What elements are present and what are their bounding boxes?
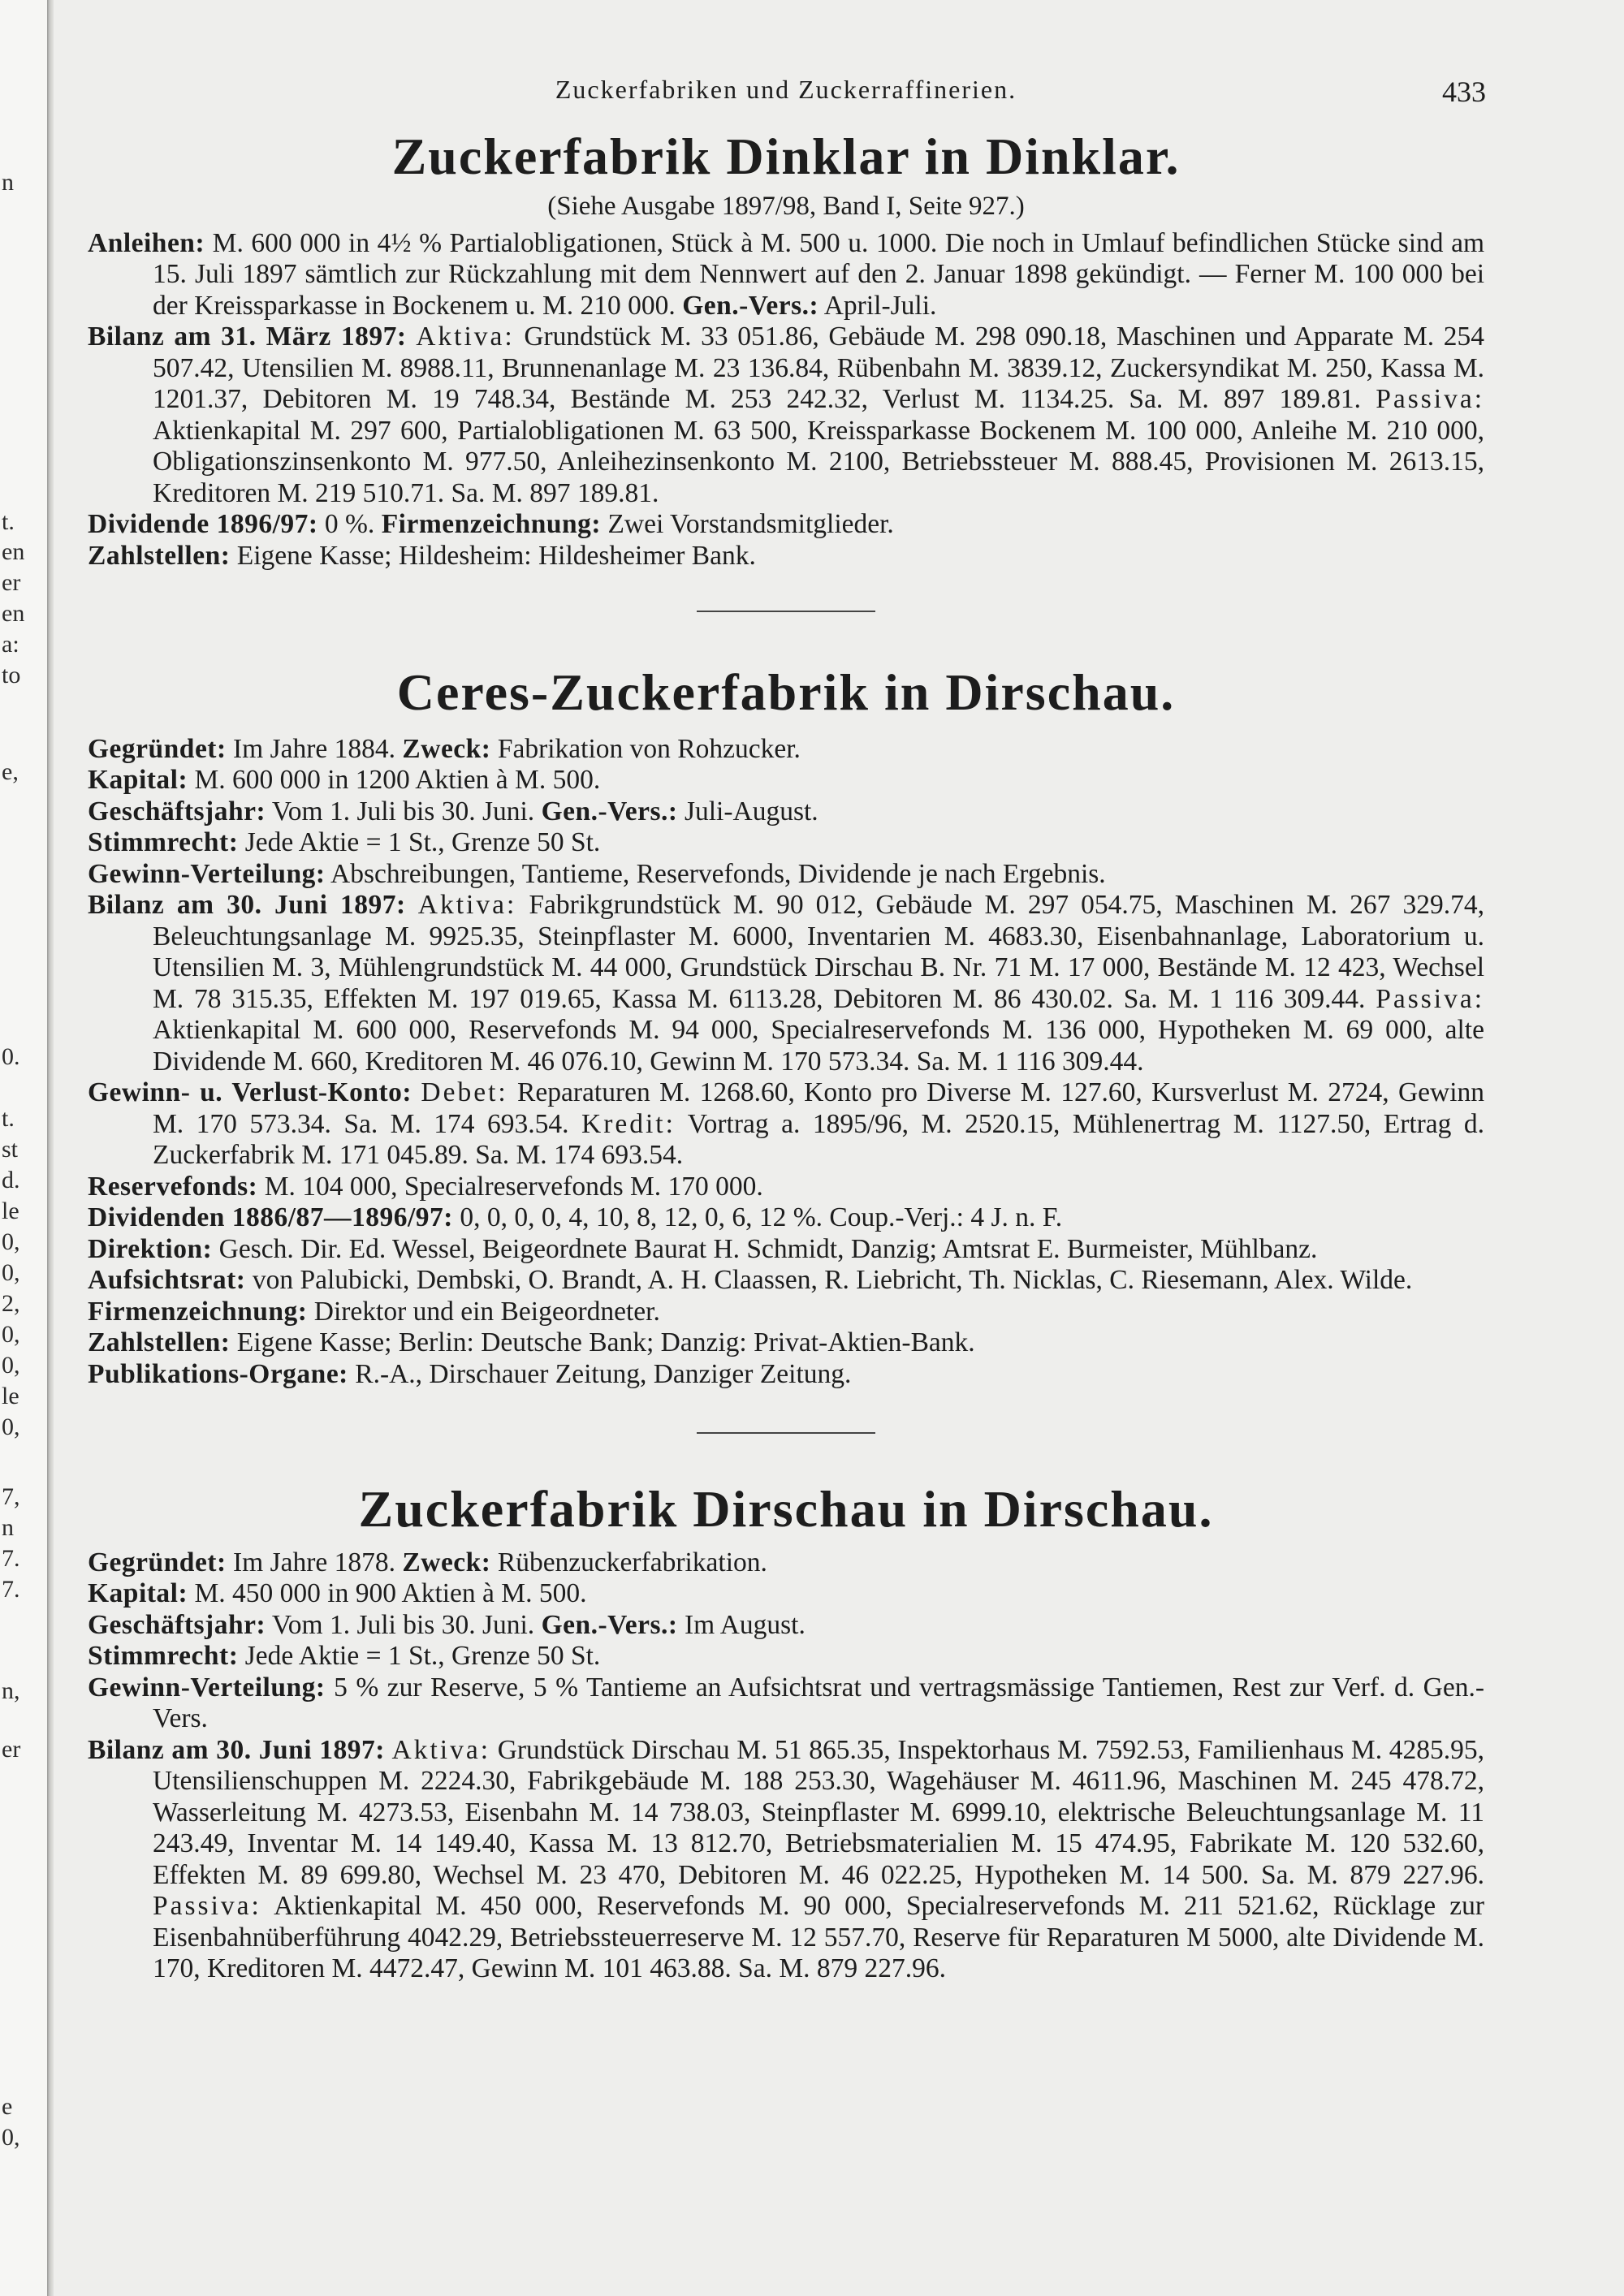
margin-fragment: 0, [2,1352,20,1379]
gewinnverteilung-paragraph [88,859,1484,891]
margin-fragment: 0, [2,1228,20,1255]
gegruendet-paragraph [88,1547,1484,1579]
entry-zuckerfabrik-dirschau [88,1479,1484,1985]
field-label: Firmenzeichnung: [381,509,602,540]
field-text: Eigene Kasse; Hildesheim: Hildesheimer Bank. [236,540,756,571]
field-label: Gegründet: [88,733,227,764]
aufsichtsrat-paragraph [88,1265,1484,1297]
field-label: Kapital: [88,765,188,796]
field-text: Aktienkapital M. 297 600, Partialobligationen M. 63 500, Kreissparkasse Bockenem M. 100 000, Anleihe M. 210 000, Obligationszinsenkonto M. 977.50, Anleihezinsenkonto M. 2100, Betriebssteuer M. 888.45, Provisionen M. 2613.15, Kreditoren M. 219 510.71. Sa. M. 897 189.81. [153,415,1484,508]
field-label: Bilanz am 30. Juni 1897: [88,890,406,921]
field-text: M. 450 000 in 900 Aktien à M. 500. [194,1578,587,1609]
field-label: Kapital: [88,1578,188,1609]
stimmrecht-paragraph [88,827,1484,859]
entry-dinklar [88,127,1484,572]
field-text: Juli-August. [684,796,818,826]
entry-title: Ceres-Zuckerfabrik in Dirschau. [396,663,1176,722]
section-divider [697,611,875,612]
field-label: Zahlstellen: [88,1327,231,1358]
field-label: Zweck: [402,733,491,764]
zahlstellen-paragraph [88,541,1484,572]
guv-paragraph [88,1077,1484,1172]
firmenzeichnung-paragraph [88,1297,1484,1328]
field-text: Grundstück Dirschau M. 51 865.35, Inspektorhaus M. 7592.53, Familienhaus M. 4285.95, Utensilienschuppen M. 2224.30, Fabrikgebäude M. 188 253.30, Wagehäuser M. 4611.96, Maschinen M. 245 478.72, Wasserleitung M. 4273.53, Eisenbahn M. 14 738.03, Steinpflaster M. 6999.10, elektrische Beleuchtungsanlage M. 11 243.49, Inventar M. 14 149.40, Kassa M. 13 812.70, Betriebsmaterialien M. 15 474.95, Fabrikate M. 120 532.60, Effekten M. 89 699.80, Wechsel M. 23 470, Debitoren M. 46 022.25, Hypotheken M. 14 500. Sa. M. 879 227.96. [153,1734,1485,1890]
bilanz-paragraph [88,1735,1484,1985]
direktion-paragraph [88,1234,1484,1266]
field-text: Gesch. Dir. Ed. Wessel, Beigeordnete Baurat H. Schmidt, Danzig; Amtsrat E. Burmeister, Mühlbanz. [218,1233,1318,1264]
kredit-label: Kredit: [581,1108,676,1139]
section-divider [697,1432,875,1434]
margin-fragment: a: [2,631,19,658]
field-label: Zahlstellen: [88,540,231,571]
left-margin-strip [0,0,49,2296]
field-text: 5 % zur Reserve, 5 % Tantieme an Aufsichtsrat und vertragsmässige Tantiemen, Rest zur Verf. d. Gen.-Vers. [153,1672,1485,1734]
margin-fragment: er [2,1736,21,1763]
field-text: Jede Aktie = 1 St., Grenze 50 St. [244,1641,601,1672]
entry-subtitle: (Siehe Ausgabe 1897/98, Band I, Seite 927.) [547,191,1025,221]
field-text: Im August. [684,1609,806,1640]
anleihen-paragraph [88,228,1484,322]
reservefonds-paragraph [88,1172,1484,1203]
field-text: M. 104 000, Specialreservefonds M. 170 000. [264,1171,763,1202]
field-label: Gen.-Vers.: [541,1609,678,1640]
geschaeftsjahr-paragraph [88,1610,1484,1642]
entry-ceres-dirschau [88,662,1484,1390]
bilanz-paragraph [88,322,1484,509]
margin-fragment: 7, [2,1483,20,1510]
field-text: Eigene Kasse; Berlin: Deutsche Bank; Danzig: Privat-Aktien-Bank. [236,1327,975,1358]
kapital-paragraph [88,1578,1484,1610]
field-label: Stimmrecht: [88,1641,239,1672]
field-text: Grundstück M. 33 051.86, Gebäude M. 298 090.18, Maschinen und Apparate M. 254 507.42, Utensilien M. 8988.11, Brunnenanlage M. 23 136.84, Rübenbahn M. 3839.12, Zuckersyndikat M. 250, Kassa M. 1201.37, Debitoren M. 19 748.34, Bestände M. 253 242.32, Verlust M. 1134.25. Sa. M. 897 189.81. [153,322,1484,415]
entry-title: Zuckerfabrik Dinklar in Dinklar. [391,127,1181,185]
passiva-label: Passiva: [1376,384,1485,415]
margin-fragment: en [2,538,25,565]
zahlstellen-paragraph [88,1327,1484,1359]
margin-fragment: 2, [2,1290,20,1317]
gewinnverteilung-paragraph [88,1672,1484,1735]
field-text: R.-A., Dirschauer Zeitung, Danziger Zeitung. [355,1358,852,1389]
margin-fragment: 0. [2,1043,20,1070]
bilanz-paragraph [88,890,1484,1077]
field-text: Vortrag a. 1895/96, M. 2520.15, Mühlenertrag M. 1127.50, Ertrag d. Zuckerfabrik M. 171 045.89. Sa. M. 174 693.54. [153,1108,1485,1171]
margin-fragment: 0, [2,1321,20,1348]
passiva-label: Passiva: [153,1891,261,1922]
running-header [88,63,1484,120]
field-label: Stimmrecht: [88,827,239,858]
field-text: Abschreibungen, Tantieme, Reservefonds, Dividende je nach Ergebnis. [330,858,1106,889]
field-text: Rübenzuckerfabrikation. [497,1547,767,1577]
aktiva-label: Aktiva: [417,890,517,921]
field-text: Aktienkapital M. 450 000, Reservefonds M. 90 000, Specialreservefonds M. 211 521.62, Rücklage zur Eisenbahnüberführung 4042.29, Betriebssteuerreserve M. 12 557.70, Reserve für Reparaturen M 5000, alte Dividende M. 170, Kreditoren M. 4472.47, Gewinn M. 101 463.88. Sa. M. 879 227.96. [153,1891,1484,1984]
field-label: Gewinn-Verteilung: [88,858,326,889]
field-text: Reparaturen M. 1268.60, Konto pro Diverse M. 127.60, Kursverlust M. 2724, Gewinn M. 170 573.34. Sa. M. 174 693.54. [153,1077,1485,1139]
field-text: Vom 1. Juli bis 30. Juni. [271,1609,535,1640]
field-text: M. 600 000 in 1200 Aktien à M. 500. [194,765,601,796]
page-content [88,63,1484,1985]
kapital-paragraph [88,765,1484,796]
publikationen-paragraph [88,1359,1484,1391]
field-text: Vom 1. Juli bis 30. Juni. [271,796,535,826]
field-label: Dividende 1896/97: [88,509,318,540]
field-label: Firmenzeichnung: [88,1296,308,1327]
field-label: Anleihen: [88,227,205,258]
margin-fragment: n [2,1514,14,1541]
field-text: Im Jahre 1878. [233,1547,396,1577]
gegruendet-paragraph [88,734,1484,766]
field-text: Im Jahre 1884. [233,733,396,764]
margin-fragment: to [2,662,21,688]
dividende-paragraph [88,509,1484,541]
field-text: Fabrikgrundstück M. 90 012, Gebäude M. 297 054.75, Maschinen M. 267 329.74, Beleuchtungsanlage M. 9925.35, Steinpflaster M. 6000, Inventarien M. 4683.30, Eisenbahnanlage, Laboratorium u. Utensilien M. 3, Mühlengrundstück M. 44 000, Grundstück Dirschau B. Nr. 71 M. 17 000, Bestände M. 12 423, Wechsel M. 78 315.35, Effekten M. 197 019.65, Kassa M. 6113.28, Debitoren M. 86 430.02. Sa. M. 1 116 309.44. [153,890,1485,1014]
margin-fragment: st [2,1136,19,1163]
dividenden-paragraph [88,1202,1484,1234]
binding-gutter [47,0,54,2296]
margin-fragment: en [2,600,25,627]
field-label: Geschäftsjahr: [88,796,266,826]
field-label: Zweck: [402,1547,491,1577]
margin-fragment: er [2,569,21,596]
field-text: Direktor und ein Beigeordneter. [313,1296,660,1327]
margin-fragment: le [2,1383,19,1409]
field-label: Geschäftsjahr: [88,1609,266,1640]
field-text: von Palubicki, Dembski, O. Brandt, A. H. Claassen, R. Liebricht, Th. Nicklas, C. Riesemann, Alex. Wilde. [252,1265,1413,1296]
margin-fragment: 7. [2,1545,20,1572]
passiva-label: Passiva: [1376,983,1485,1014]
field-label: Gewinn- u. Verlust-Konto: [88,1077,412,1108]
field-label: Aufsichtsrat: [88,1265,246,1296]
field-text: 0 %. [324,509,375,540]
field-label: Gegründet: [88,1547,227,1577]
field-text: Zwei Vorstandsmitglieder. [607,509,894,540]
aktiva-label: Aktiva: [391,1734,491,1765]
aktiva-label: Aktiva: [416,322,515,352]
field-label: Gewinn-Verteilung: [88,1672,326,1703]
field-text: 0, 0, 0, 0, 4, 10, 8, 12, 0, 6, 12 %. Coup.-Verj.: 4 J. n. F. [460,1202,1063,1233]
field-text: Fabrikation von Rohzucker. [497,733,801,764]
field-text: Aktienkapital M. 600 000, Reservefonds M. 94 000, Specialreservefonds M. 136 000, Hypotheken M. 69 000, alte Dividende M. 660, Kreditoren M. 46 076.10, Gewinn M. 170 573.34. Sa. M. 1 116 309.44. [153,1015,1484,1077]
field-text: M. 600 000 in 4½ % Partialobligationen, Stück à M. 500 u. 1000. Die noch in Umlauf befindlichen Stücke sind am 15. Juli 1897 sämtlich zur Rückzahlung mit dem Nennwert auf den 2. Januar 1898 gekündigt. — Ferner M. 100 000 bei der Kreissparkasse in Bockenem u. M. 210 000. [153,227,1484,321]
field-label: Reservefonds: [88,1171,258,1202]
margin-fragment: t. [2,508,15,535]
margin-fragment: 7. [2,1576,20,1603]
margin-fragment: e [2,2093,13,2120]
margin-fragment: n [2,169,14,196]
margin-fragment: t. [2,1105,15,1132]
entry-title: Zuckerfabrik Dirschau in Dirschau. [358,1480,1214,1539]
field-label: Gen.-Vers.: [541,796,678,826]
stimmrecht-paragraph [88,1641,1484,1672]
field-text: Jede Aktie = 1 St., Grenze 50 St. [244,827,601,858]
margin-fragment: d. [2,1167,20,1193]
margin-fragment: e, [2,758,19,785]
margin-fragment: le [2,1198,19,1224]
field-label: Dividenden 1886/87—1896/97: [88,1202,453,1233]
margin-fragment: 0, [2,1259,20,1286]
margin-fragment: 0, [2,1413,20,1440]
running-title: Zuckerfabriken und Zuckerraffinerien. [555,75,1017,104]
field-label: Gen.-Vers.: [682,290,819,321]
margin-fragment: 0, [2,2124,20,2151]
geschaeftsjahr-paragraph [88,796,1484,828]
debet-label: Debet: [421,1077,508,1108]
margin-fragment: n, [2,1677,20,1704]
field-label: Bilanz am 31. März 1897: [88,322,407,352]
field-label: Publikations-Organe: [88,1358,348,1389]
field-label: Direktion: [88,1233,213,1264]
field-text: April-Juli. [823,290,937,321]
field-label: Bilanz am 30. Juni 1897: [88,1734,385,1765]
page-number: 433 [1442,76,1486,108]
